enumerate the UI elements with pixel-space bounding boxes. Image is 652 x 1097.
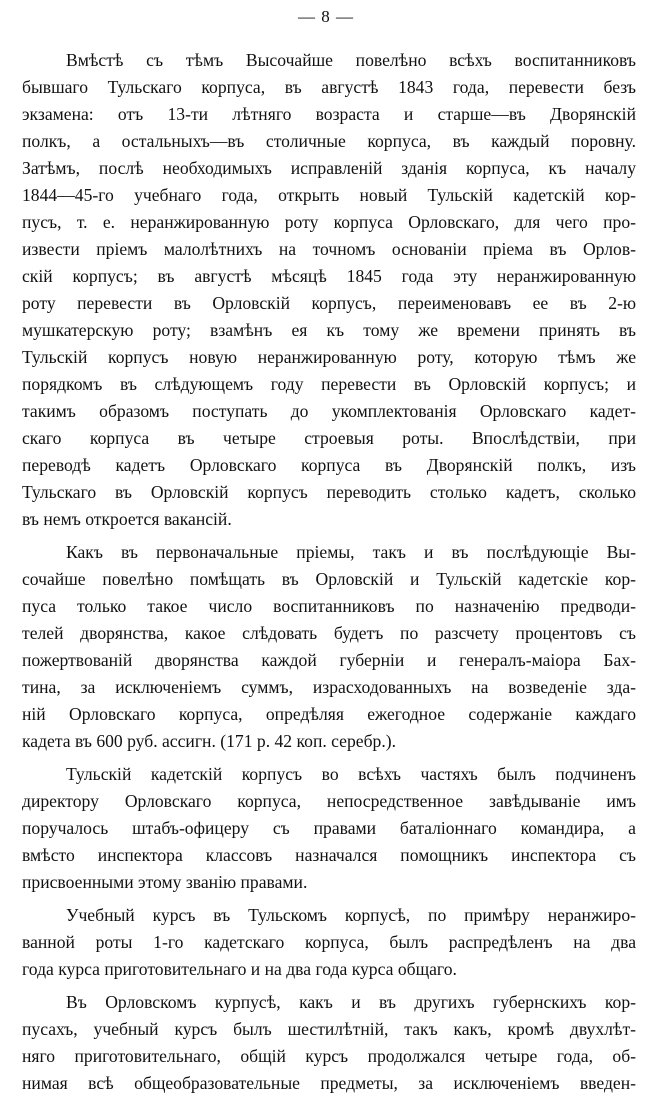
paragraph: [22, 539, 636, 755]
body-text: [22, 47, 636, 1097]
text-line: переводѣ кадетъ Орловскаго корпуса въ Дворянскій полкъ, изъ: [22, 455, 636, 475]
text-line: Тульскій кадетскій корпусъ во всѣхъ частяхъ былъ подчиненъ: [66, 764, 636, 784]
text-line: сочайше повелѣно помѣщать въ Орловскій и Тульскій кадетскіе кор-: [22, 569, 636, 589]
text-line: пусахъ, учебный курсъ былъ шестилѣтній, такъ какъ, кромѣ двухлѣт-: [22, 1019, 636, 1039]
text-line: такимъ образомъ поступать до укомплектованія Орловскаго кадет-: [22, 401, 636, 421]
text-line: пожертвованій дворянства каждой губерніи и генералъ-маіора Бах-: [22, 650, 636, 670]
text-line: няго приготовительнаго, общій курсъ продолжался четыре года, об-: [22, 1046, 636, 1066]
text-line: скій корпусъ; въ августѣ мѣсяцѣ 1845 года эту неранжированную: [22, 266, 636, 286]
paragraph: [22, 761, 636, 896]
text-line: Учебный курсъ въ Тульскомъ корпусѣ, по примѣру неранжиро-: [66, 905, 636, 925]
text-line: скаго корпуса въ четыре строевыя роты. Впослѣдствіи, при: [22, 428, 636, 448]
text-line: Тульскаго въ Орловскій корпусъ переводить столько кадетъ, сколько: [22, 482, 636, 502]
text-line: мушкатерскую роту; взамѣнъ ея къ тому же времени принять въ: [22, 320, 636, 340]
paragraph: [22, 902, 636, 983]
text-line: телей дворянства, какое слѣдовать будетъ по разсчету процентовъ съ: [22, 623, 636, 643]
page-number: — 8 —: [298, 7, 354, 26]
text-line: вмѣсто инспектора классовъ назначался помощникъ инспектора съ: [22, 845, 636, 865]
text-line: извести пріемъ малолѣтнихъ на точномъ основаніи пріема въ Орлов-: [22, 239, 636, 259]
text-line: порядкомъ въ слѣдующемъ году перевести въ Орловскій корпусъ; и: [22, 374, 636, 394]
text-line: полкъ, а остальныхъ—въ столичные корпуса, въ каждый поровну.: [22, 131, 636, 151]
text-line: роту перевести въ Орловскій корпусъ, переименовавъ ее въ 2-ю: [22, 293, 636, 313]
paragraph: [22, 989, 636, 1097]
text-line: кадета въ 600 руб. ассигн. (171 р. 42 коп. серебр.).: [22, 731, 397, 751]
text-line: Въ Орловскомъ курпусѣ, какъ и въ другихъ губернскихъ кор-: [66, 992, 636, 1012]
text-line: Какъ въ первоначальные пріемы, такъ и въ послѣдующіе Вы-: [66, 542, 636, 562]
text-line: нимая всѣ общеобразовательные предметы, за исключеніемъ введен-: [22, 1073, 636, 1093]
text-line: пусъ, т. е. неранжированную роту корпуса Орловскаго, для чего про-: [22, 212, 636, 232]
text-line: экзамена: отъ 13-ти лѣтняго возраста и старше—въ Дворянскій: [22, 104, 636, 124]
text-line: Тульскій корпусъ новую неранжированную роту, которую тѣмъ же: [22, 347, 636, 367]
text-line: въ немъ откроется вакансій.: [22, 509, 232, 529]
text-line: Затѣмъ, послѣ необходимыхъ исправленій зданія корпуса, къ началу: [22, 158, 636, 178]
text-line: бывшаго Тульскаго корпуса, въ августѣ 1843 года, перевести безъ: [22, 77, 636, 97]
text-line: присвоенными этому званію правами.: [22, 872, 308, 892]
text-line: пуса только такое число воспитанниковъ по назначенію предводи-: [22, 596, 636, 616]
text-line: ній Орловскаго корпуса, опредѣляя ежегодное содержаніе каждаго: [22, 704, 636, 724]
text-line: тина, за исключеніемъ суммъ, израсходованныхъ на возведеніе зда-: [22, 677, 636, 697]
text-line: 1844—45-го учебнаго года, открыть новый Тульскій кадетскій кор-: [22, 185, 636, 205]
text-line: ванной роты 1-го кадетскаго корпуса, былъ распредѣленъ на два: [22, 932, 636, 952]
text-line: года курса приготовительнаго и на два года курса общаго.: [22, 959, 457, 979]
paragraph: [22, 47, 636, 533]
text-line: поручалось штабъ-офицеру съ правами баталіоннаго командира, а: [22, 818, 636, 838]
text-line: директору Орловскаго корпуса, непосредственное завѣдываніе имъ: [22, 791, 636, 811]
text-line: Вмѣстѣ съ тѣмъ Высочайше повелѣно всѣхъ воспитанниковъ: [66, 50, 636, 70]
